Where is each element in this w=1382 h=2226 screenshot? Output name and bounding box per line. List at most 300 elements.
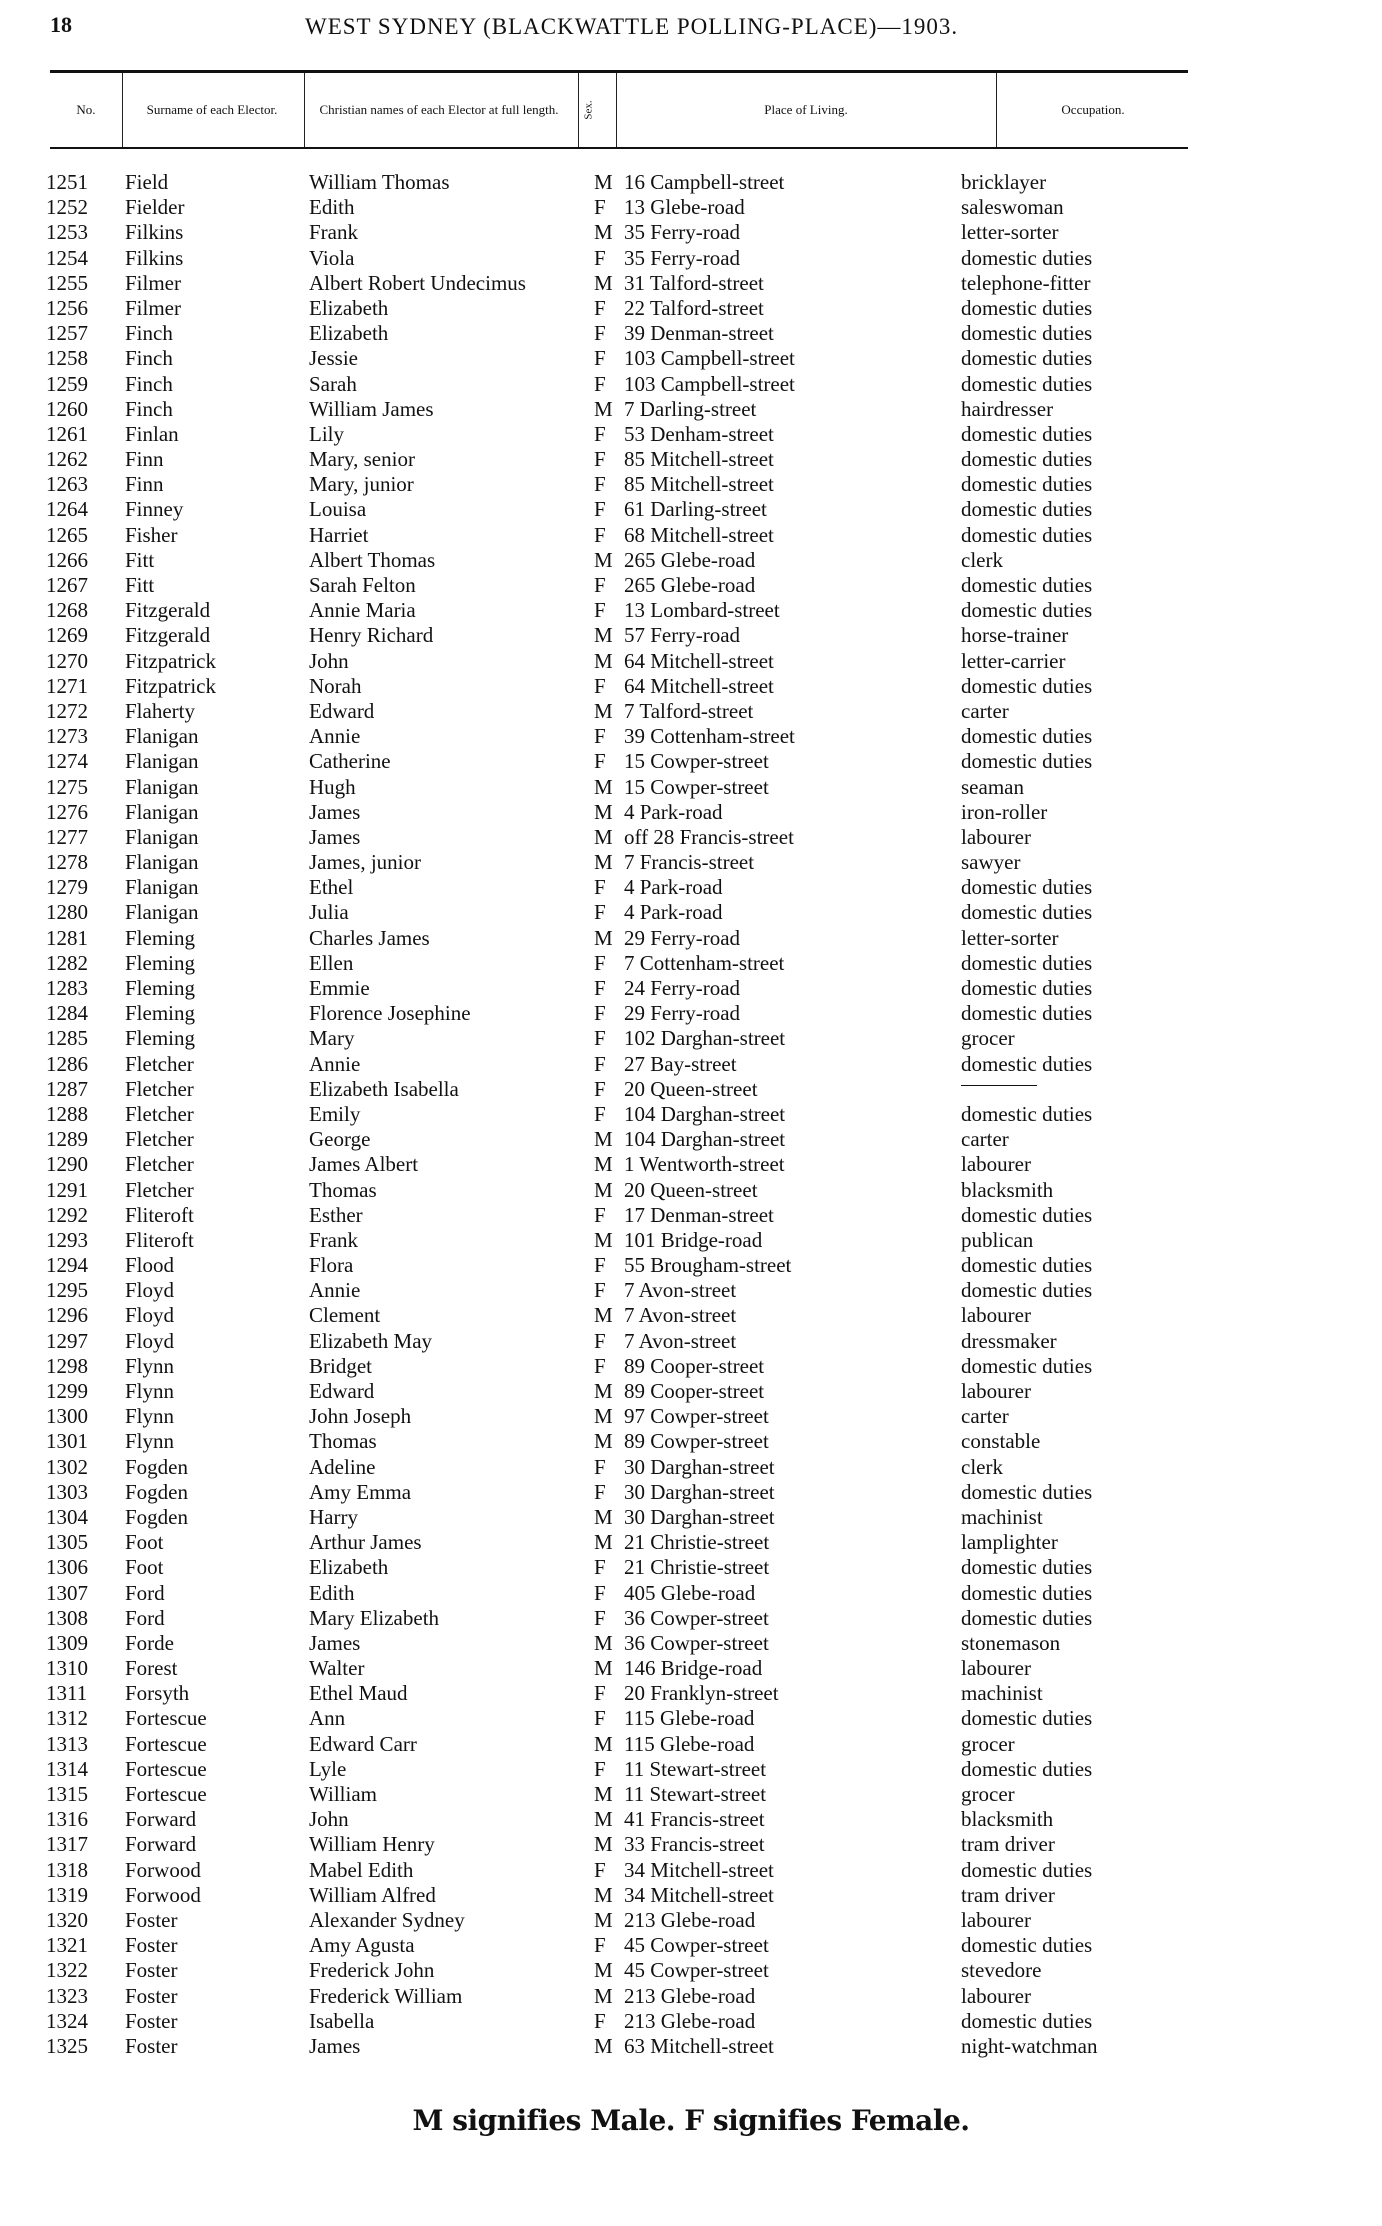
table-row bbox=[0, 1933, 1382, 1958]
table-row bbox=[0, 1077, 1382, 1102]
elector-place-of-living: 89 Cooper-street bbox=[624, 1379, 765, 1403]
elector-christian-names: Albert Thomas bbox=[309, 547, 436, 572]
elector-place-of-living: 27 Bay-street bbox=[624, 1051, 737, 1076]
elector-number: 1275 bbox=[46, 774, 88, 799]
table-row bbox=[0, 372, 1382, 397]
elector-surname: Fisher bbox=[125, 522, 178, 547]
elector-place-of-living: 15 Cowper-street bbox=[624, 774, 769, 799]
table-row bbox=[0, 1757, 1382, 1782]
table-row bbox=[0, 1052, 1382, 1077]
elector-sex: M bbox=[594, 1882, 613, 1907]
elector-surname: Floyd bbox=[125, 1328, 175, 1353]
elector-sex: M bbox=[594, 698, 613, 723]
elector-sex: F bbox=[594, 1278, 606, 1303]
table-row bbox=[0, 220, 1382, 245]
table-row bbox=[0, 749, 1382, 774]
elector-christian-names: Arthur James bbox=[309, 1530, 422, 1555]
table-row bbox=[0, 523, 1382, 548]
elector-occupation: carter bbox=[961, 698, 1009, 723]
table-row bbox=[0, 1908, 1382, 1933]
elector-occupation: saleswoman bbox=[961, 195, 1064, 220]
elector-number: 1266 bbox=[46, 547, 88, 572]
elector-sex: F bbox=[594, 497, 606, 522]
elector-surname: Flynn bbox=[125, 1353, 175, 1378]
elector-place-of-living: 39 Denman-street bbox=[624, 321, 774, 346]
elector-number: 1296 bbox=[46, 1303, 88, 1328]
table-row bbox=[0, 1681, 1382, 1706]
elector-place-of-living: 4 Park-road bbox=[624, 900, 723, 925]
elector-sex: F bbox=[594, 522, 606, 547]
elector-place-of-living: 213 Glebe-road bbox=[624, 2008, 756, 2033]
elector-occupation: telephone-fitter bbox=[961, 270, 1091, 295]
elector-number: 1269 bbox=[46, 623, 88, 648]
elector-sex: M bbox=[594, 1152, 613, 1177]
elector-place-of-living: 68 Mitchell-street bbox=[624, 522, 774, 547]
elector-number: 1305 bbox=[46, 1530, 88, 1555]
table-row bbox=[0, 1152, 1382, 1177]
elector-surname: Flood bbox=[125, 1253, 175, 1278]
elector-sex: M bbox=[594, 1530, 613, 1555]
elector-surname: Floyd bbox=[125, 1278, 175, 1303]
elector-place-of-living: 30 Darghan-street bbox=[624, 1454, 775, 1479]
table-row bbox=[0, 1832, 1382, 1857]
elector-sex: M bbox=[594, 1404, 613, 1429]
elector-number: 1283 bbox=[46, 976, 88, 1000]
table-row bbox=[0, 1253, 1382, 1278]
elector-place-of-living: 20 Queen-street bbox=[624, 1076, 758, 1101]
table-row bbox=[0, 1354, 1382, 1379]
table-row bbox=[0, 800, 1382, 825]
table-row bbox=[0, 1984, 1382, 2009]
elector-place-of-living: 13 Lombard-street bbox=[624, 598, 780, 623]
elector-number: 1314 bbox=[46, 1756, 88, 1781]
elector-place-of-living: 104 Darghan-street bbox=[624, 1101, 786, 1126]
elector-surname: Flanigan bbox=[125, 799, 199, 824]
elector-sex: M bbox=[594, 1958, 613, 1983]
elector-occupation: domestic duties bbox=[961, 472, 1093, 497]
table-row bbox=[0, 1606, 1382, 1631]
elector-place-of-living: 405 Glebe-road bbox=[624, 1580, 756, 1605]
table-row bbox=[0, 271, 1382, 296]
elector-place-of-living: 146 Bridge-road bbox=[624, 1656, 763, 1681]
elector-christian-names: Isabella bbox=[309, 2008, 375, 2033]
elector-occupation: domestic duties bbox=[961, 976, 1093, 1000]
elector-christian-names: Ethel bbox=[309, 875, 354, 900]
elector-place-of-living: 11 Stewart-street bbox=[624, 1756, 767, 1781]
elector-surname: Fortescue bbox=[125, 1731, 207, 1756]
table-row bbox=[0, 1379, 1382, 1404]
elector-number: 1255 bbox=[46, 270, 88, 295]
elector-occupation: domestic duties bbox=[961, 724, 1093, 749]
elector-number: 1293 bbox=[46, 1227, 88, 1252]
elector-place-of-living: 39 Cottenham-street bbox=[624, 724, 795, 749]
elector-surname: Foster bbox=[125, 1907, 178, 1932]
elector-christian-names: Frank bbox=[309, 1227, 358, 1252]
elector-occupation: domestic duties bbox=[961, 2008, 1093, 2033]
elector-place-of-living: 103 Campbell-street bbox=[624, 346, 795, 371]
elector-number: 1289 bbox=[46, 1127, 88, 1152]
elector-number: 1323 bbox=[46, 1983, 88, 2008]
elector-occupation: bricklayer bbox=[961, 170, 1047, 194]
table-row bbox=[0, 699, 1382, 724]
elector-christian-names: Thomas bbox=[309, 1429, 377, 1454]
elector-number: 1281 bbox=[46, 925, 88, 950]
elector-occupation: stevedore bbox=[961, 1958, 1042, 1983]
elector-sex: M bbox=[594, 1227, 613, 1252]
elector-place-of-living: 85 Mitchell-street bbox=[624, 447, 774, 472]
elector-occupation: domestic duties bbox=[961, 1605, 1093, 1630]
elector-sex: F bbox=[594, 1605, 606, 1630]
elector-sex: F bbox=[594, 1253, 606, 1278]
elector-number: 1325 bbox=[46, 2033, 88, 2058]
elector-number: 1299 bbox=[46, 1379, 88, 1403]
elector-christian-names: Elizabeth May bbox=[309, 1328, 433, 1353]
table-row bbox=[0, 573, 1382, 598]
elector-surname: Flynn bbox=[125, 1429, 175, 1454]
elector-number: 1280 bbox=[46, 900, 88, 925]
elector-place-of-living: 7 Avon-street bbox=[624, 1303, 737, 1328]
elector-surname: Fleming bbox=[125, 1026, 196, 1051]
elector-occupation: domestic duties bbox=[961, 1857, 1093, 1882]
elector-occupation: labourer bbox=[961, 1907, 1031, 1932]
elector-number: 1318 bbox=[46, 1857, 88, 1882]
elector-occupation: letter-carrier bbox=[961, 648, 1066, 673]
table-row bbox=[0, 472, 1382, 497]
elector-occupation: labourer bbox=[961, 1152, 1031, 1177]
table-row bbox=[0, 598, 1382, 623]
elector-christian-names: Mabel Edith bbox=[309, 1857, 414, 1882]
elector-sex: F bbox=[594, 447, 606, 472]
col-occupation: Occupation. bbox=[1061, 102, 1125, 117]
elector-occupation: blacksmith bbox=[961, 1807, 1054, 1832]
elector-surname: Finch bbox=[125, 371, 173, 396]
elector-number: 1253 bbox=[46, 220, 88, 245]
elector-surname: Fletcher bbox=[125, 1152, 194, 1177]
elector-occupation: machinist bbox=[961, 1681, 1043, 1706]
elector-surname: Fliteroft bbox=[125, 1227, 194, 1252]
elector-number: 1252 bbox=[46, 195, 88, 220]
elector-number: 1263 bbox=[46, 472, 88, 497]
elector-place-of-living: 29 Ferry-road bbox=[624, 925, 741, 950]
elector-surname: Fitzgerald bbox=[125, 598, 211, 623]
elector-surname: Foster bbox=[125, 1983, 178, 2008]
table-row bbox=[0, 497, 1382, 522]
elector-number: 1256 bbox=[46, 295, 88, 320]
col-christian-names: Christian names of each Elector at full length. bbox=[319, 102, 559, 117]
elector-sex: F bbox=[594, 875, 606, 900]
elector-number: 1294 bbox=[46, 1253, 88, 1278]
elector-occupation: labourer bbox=[961, 1303, 1031, 1328]
elector-number: 1272 bbox=[46, 698, 88, 723]
elector-surname: Forward bbox=[125, 1807, 197, 1832]
elector-surname: Fletcher bbox=[125, 1177, 194, 1202]
blank-occupation-rule bbox=[961, 1085, 1037, 1086]
elector-surname: Flanigan bbox=[125, 724, 199, 749]
elector-sex: F bbox=[594, 1933, 606, 1958]
elector-sex: M bbox=[594, 1832, 613, 1857]
elector-number: 1295 bbox=[46, 1278, 88, 1303]
elector-sex: F bbox=[594, 346, 606, 371]
elector-occupation: hairdresser bbox=[961, 396, 1054, 421]
elector-christian-names: Hugh bbox=[309, 774, 356, 799]
elector-number: 1288 bbox=[46, 1101, 88, 1126]
elector-place-of-living: 64 Mitchell-street bbox=[624, 648, 774, 673]
elector-number: 1310 bbox=[46, 1656, 88, 1681]
elector-number: 1312 bbox=[46, 1706, 88, 1731]
elector-occupation: domestic duties bbox=[961, 573, 1093, 597]
table-row bbox=[0, 926, 1382, 951]
elector-place-of-living: 89 Cowper-street bbox=[624, 1429, 769, 1454]
elector-sex: F bbox=[594, 1555, 606, 1580]
elector-place-of-living: 61 Darling-street bbox=[624, 497, 767, 522]
elector-sex: F bbox=[594, 2008, 606, 2033]
elector-number: 1267 bbox=[46, 573, 88, 597]
elector-sex: M bbox=[594, 170, 613, 194]
elector-christian-names: Viola bbox=[309, 245, 355, 270]
elector-place-of-living: 35 Ferry-road bbox=[624, 245, 741, 270]
table-row bbox=[0, 1026, 1382, 1051]
table-row bbox=[0, 900, 1382, 925]
elector-number: 1307 bbox=[46, 1580, 88, 1605]
elector-sex: F bbox=[594, 1026, 606, 1051]
elector-christian-names: Frederick William bbox=[309, 1983, 463, 2008]
table-row bbox=[0, 1102, 1382, 1127]
elector-occupation: stonemason bbox=[961, 1630, 1061, 1655]
elector-surname: Flynn bbox=[125, 1404, 175, 1429]
elector-christian-names: Mary, senior bbox=[309, 447, 415, 472]
elector-occupation: domestic duties bbox=[961, 673, 1093, 698]
page-header bbox=[0, 8, 1382, 44]
col-sex bbox=[581, 73, 597, 147]
elector-occupation bbox=[961, 1077, 982, 1102]
elector-christian-names: Albert Robert Undecimus bbox=[309, 270, 526, 295]
elector-number: 1277 bbox=[46, 824, 88, 849]
elector-christian-names: James, junior bbox=[309, 850, 421, 875]
elector-occupation: domestic duties bbox=[961, 522, 1093, 547]
elector-place-of-living: 22 Talford-street bbox=[624, 295, 764, 320]
elector-sex: M bbox=[594, 1983, 613, 2008]
table-row bbox=[0, 548, 1382, 573]
elector-place-of-living: 35 Ferry-road bbox=[624, 220, 741, 245]
elector-occupation: domestic duties bbox=[961, 1353, 1093, 1378]
elector-place-of-living: 30 Darghan-street bbox=[624, 1504, 775, 1529]
elector-surname: Foot bbox=[125, 1555, 164, 1580]
elector-christian-names: Charles James bbox=[309, 925, 430, 950]
col-place-of-living: Place of Living. bbox=[764, 102, 848, 117]
elector-place-of-living: 16 Campbell-street bbox=[624, 170, 785, 194]
table-row bbox=[0, 1883, 1382, 1908]
elector-sex: F bbox=[594, 976, 606, 1000]
elector-christian-names: Lily bbox=[309, 421, 344, 446]
elector-surname: Forwood bbox=[125, 1882, 201, 1907]
elector-surname: Fitzpatrick bbox=[125, 673, 216, 698]
elector-sex: F bbox=[594, 573, 606, 597]
elector-surname: Finch bbox=[125, 346, 173, 371]
elector-christian-names: Edward bbox=[309, 698, 375, 723]
elector-place-of-living: 213 Glebe-road bbox=[624, 1907, 756, 1932]
elector-sex: F bbox=[594, 1479, 606, 1504]
elector-occupation: domestic duties bbox=[961, 1756, 1093, 1781]
elector-sex: F bbox=[594, 1001, 606, 1026]
table-row bbox=[0, 1656, 1382, 1681]
elector-sex: M bbox=[594, 220, 613, 245]
table-row bbox=[0, 649, 1382, 674]
elector-surname: Flanigan bbox=[125, 774, 199, 799]
table-row bbox=[0, 1505, 1382, 1530]
elector-surname: Fortescue bbox=[125, 1782, 207, 1806]
elector-christian-names: Louisa bbox=[309, 497, 367, 522]
elector-sex: F bbox=[594, 1706, 606, 1731]
elector-surname: Forwood bbox=[125, 1857, 201, 1882]
table-row bbox=[0, 724, 1382, 749]
table-row bbox=[0, 1732, 1382, 1757]
table-row bbox=[0, 1001, 1382, 1026]
elector-christian-names: Frederick John bbox=[309, 1958, 435, 1983]
sex-legend: M signifies Male. F signifies Female. bbox=[412, 2104, 970, 2137]
elector-sex: M bbox=[594, 925, 613, 950]
elector-sex: M bbox=[594, 1907, 613, 1932]
col-divider bbox=[996, 73, 997, 147]
elector-surname: Fleming bbox=[125, 1001, 196, 1026]
elector-christian-names: Emmie bbox=[309, 976, 370, 1000]
elector-surname: Finn bbox=[125, 447, 164, 472]
table-row bbox=[0, 195, 1382, 220]
elector-christian-names: George bbox=[309, 1127, 371, 1152]
elector-christian-names: Elizabeth bbox=[309, 321, 389, 346]
elector-occupation: iron-roller bbox=[961, 799, 1048, 824]
elector-number: 1290 bbox=[46, 1152, 88, 1177]
elector-sex: F bbox=[594, 245, 606, 270]
elector-christian-names: Flora bbox=[309, 1253, 354, 1278]
elector-christian-names: Edith bbox=[309, 1580, 355, 1605]
elector-occupation: domestic duties bbox=[961, 447, 1093, 472]
elector-sex: F bbox=[594, 724, 606, 749]
elector-surname: Finch bbox=[125, 396, 173, 421]
elector-christian-names: Lyle bbox=[309, 1756, 347, 1781]
elector-surname: Ford bbox=[125, 1580, 165, 1605]
elector-christian-names: William Alfred bbox=[309, 1882, 436, 1907]
elector-occupation: labourer bbox=[961, 1379, 1031, 1403]
elector-sex: F bbox=[594, 421, 606, 446]
elector-occupation: grocer bbox=[961, 1026, 1015, 1051]
table-row bbox=[0, 1581, 1382, 1606]
elector-occupation: domestic duties bbox=[961, 295, 1093, 320]
elector-sex: F bbox=[594, 371, 606, 396]
elector-surname: Filmer bbox=[125, 270, 181, 295]
elector-place-of-living: 4 Park-road bbox=[624, 875, 723, 900]
elector-sex: M bbox=[594, 1379, 613, 1403]
elector-occupation: domestic duties bbox=[961, 497, 1093, 522]
elector-surname: Flanigan bbox=[125, 850, 199, 875]
elector-surname: Flanigan bbox=[125, 900, 199, 925]
elector-christian-names: Julia bbox=[309, 900, 349, 925]
table-row bbox=[0, 623, 1382, 648]
elector-christian-names: Harry bbox=[309, 1504, 358, 1529]
elector-occupation: grocer bbox=[961, 1782, 1015, 1806]
elector-number: 1279 bbox=[46, 875, 88, 900]
elector-place-of-living: 103 Campbell-street bbox=[624, 371, 795, 396]
elector-number: 1286 bbox=[46, 1051, 88, 1076]
elector-christian-names: Amy Agusta bbox=[309, 1933, 415, 1958]
elector-place-of-living: 11 Stewart-street bbox=[624, 1782, 767, 1806]
elector-christian-names: Annie Maria bbox=[309, 598, 416, 623]
elector-occupation: clerk bbox=[961, 547, 1003, 572]
table-row bbox=[0, 1782, 1382, 1807]
elector-place-of-living: 7 Francis-street bbox=[624, 850, 755, 875]
elector-number: 1262 bbox=[46, 447, 88, 472]
elector-occupation: domestic duties bbox=[961, 1479, 1093, 1504]
elector-occupation: letter-sorter bbox=[961, 220, 1059, 245]
elector-occupation: clerk bbox=[961, 1454, 1003, 1479]
elector-sex: F bbox=[594, 1756, 606, 1781]
elector-occupation: domestic duties bbox=[961, 1051, 1093, 1076]
elector-christian-names: Mary Elizabeth bbox=[309, 1605, 440, 1630]
elector-surname: Fitzpatrick bbox=[125, 648, 216, 673]
elector-surname: Forsyth bbox=[125, 1681, 190, 1706]
elector-number: 1273 bbox=[46, 724, 88, 749]
elector-occupation: publican bbox=[961, 1227, 1034, 1252]
table-row bbox=[0, 1228, 1382, 1253]
elector-surname: Fortescue bbox=[125, 1756, 207, 1781]
elector-sex: F bbox=[594, 1202, 606, 1227]
table-row bbox=[0, 1278, 1382, 1303]
elector-christian-names: Esther bbox=[309, 1202, 363, 1227]
elector-christian-names: Elizabeth bbox=[309, 295, 389, 320]
elector-occupation: domestic duties bbox=[961, 1101, 1093, 1126]
elector-number: 1311 bbox=[46, 1681, 88, 1706]
elector-sex: M bbox=[594, 1303, 613, 1328]
elector-occupation: domestic duties bbox=[961, 1202, 1093, 1227]
elector-place-of-living: 45 Cowper-street bbox=[624, 1958, 769, 1983]
elector-surname: Fitt bbox=[125, 573, 155, 597]
elector-place-of-living: 104 Darghan-street bbox=[624, 1127, 786, 1152]
elector-occupation: night-watchman bbox=[961, 2033, 1098, 2058]
elector-place-of-living: 7 Darling-street bbox=[624, 396, 757, 421]
elector-sex: F bbox=[594, 1101, 606, 1126]
elector-occupation: domestic duties bbox=[961, 421, 1093, 446]
elector-surname: Forde bbox=[125, 1630, 174, 1655]
elector-christian-names: Edward Carr bbox=[309, 1731, 417, 1756]
elector-sex: F bbox=[594, 472, 606, 497]
elector-sex: M bbox=[594, 270, 613, 295]
elector-christian-names: James bbox=[309, 2033, 361, 2058]
elector-list bbox=[0, 170, 1382, 2059]
elector-place-of-living: 57 Ferry-road bbox=[624, 623, 741, 648]
elector-occupation: carter bbox=[961, 1404, 1009, 1429]
elector-surname: Fletcher bbox=[125, 1051, 194, 1076]
elector-occupation: seaman bbox=[961, 774, 1024, 799]
elector-place-of-living: 36 Cowper-street bbox=[624, 1605, 769, 1630]
table-row bbox=[0, 1858, 1382, 1883]
elector-sex: F bbox=[594, 1454, 606, 1479]
elector-place-of-living: 29 Ferry-road bbox=[624, 1001, 741, 1026]
elector-occupation: domestic duties bbox=[961, 321, 1093, 346]
elector-sex: F bbox=[594, 321, 606, 346]
elector-place-of-living: 85 Mitchell-street bbox=[624, 472, 774, 497]
elector-christian-names: Annie bbox=[309, 1278, 361, 1303]
elector-occupation: machinist bbox=[961, 1504, 1043, 1529]
elector-occupation: domestic duties bbox=[961, 950, 1093, 975]
elector-number: 1282 bbox=[46, 950, 88, 975]
elector-christian-names: Norah bbox=[309, 673, 362, 698]
elector-christian-names: Ann bbox=[309, 1706, 346, 1731]
elector-place-of-living: 265 Glebe-road bbox=[624, 547, 756, 572]
elector-place-of-living: 101 Bridge-road bbox=[624, 1227, 763, 1252]
elector-occupation: domestic duties bbox=[961, 1253, 1093, 1278]
elector-place-of-living: 4 Park-road bbox=[624, 799, 723, 824]
elector-sex: F bbox=[594, 195, 606, 220]
table-row bbox=[0, 321, 1382, 346]
